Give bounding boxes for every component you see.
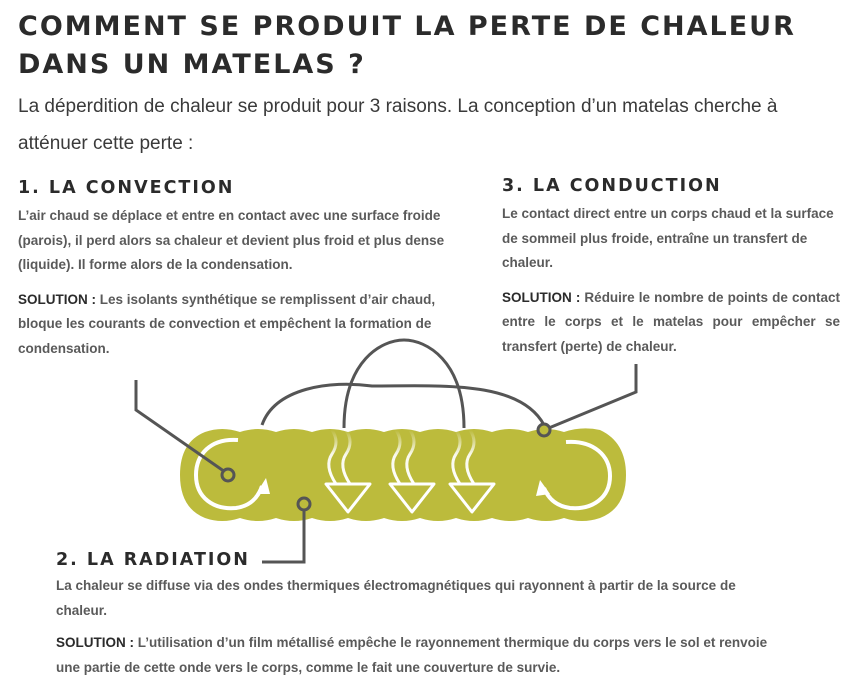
intro-text: La déperdition de chaleur se produit pour 3 raisons. La conception d’un matelas cherche à atténuer cette perte :: [18, 96, 778, 154]
leader-dot-radiation: [298, 498, 310, 510]
conduction-solution-label: SOLUTION :: [502, 289, 581, 305]
conduction-solution-text: Réduire le nombre de points de contact entre le corps et le matelas pour empêcher se transfert (perte) de chaleur.: [502, 289, 840, 354]
leader-dot-conduction: [538, 424, 550, 436]
convection-solution-label: SOLUTION :: [18, 291, 96, 307]
radiation-title: 2. LA RADIATION: [56, 550, 250, 570]
body-outline: [262, 384, 544, 425]
leader-line-conduction: [544, 364, 636, 430]
convection-title: 1. LA CONVECTION: [18, 178, 235, 198]
convection-solution-text: Les isolants synthétique se remplissent d’air chaud, bloque les courants de convection et empêchent la formation de condensation.: [18, 291, 436, 356]
conduction-text: Le contact direct entre un corps chaud et la surface de sommeil plus froide, entraîne un transfert de chaleur.: [502, 206, 834, 270]
radiation-solution-text: L’utilisation d’un film métallisé empêche le rayonnement thermique du corps vers le sol et renvoie une partie de cette onde vers le corps, comme le fait une couverture de survie.: [56, 635, 768, 675]
radiation-text: La chaleur se diffuse via des ondes thermiques électromagnétiques qui rayonnent à partir de la source de chaleur.: [56, 578, 736, 618]
leader-dot-convection: [222, 469, 234, 481]
page-title: COMMENT SE PRODUIT LA PERTE DE CHALEUR DANS UN MATELAS ?: [18, 11, 796, 80]
convection-text: L’air chaud se déplace et entre en contact avec une surface froide (parois), il perd alors sa chaleur et devient plus froid et plus dense (liquide). Il forme alors de la condensation.: [18, 208, 445, 272]
conduction-title: 3. LA CONDUCTION: [502, 176, 722, 196]
mattress-shape: [180, 428, 626, 521]
radiation-solution-label: SOLUTION :: [56, 635, 134, 650]
